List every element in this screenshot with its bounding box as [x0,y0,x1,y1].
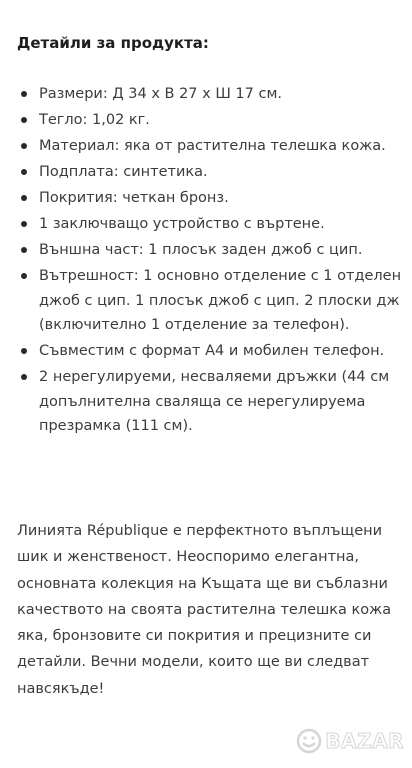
watermark [295,728,404,754]
description-line: Линията République е перфектното въплъщени [17,523,383,539]
details-heading: Детайли за продукта: [17,34,209,52]
bullet-icon [21,247,27,253]
bullet-icon [21,169,27,175]
spec-item [0,339,412,364]
bullet-icon [21,221,27,227]
spec-text-line: Материал: яка от растителна телешка кожа. [39,138,386,154]
description-line: детайли. Вечни модели, които ще ви следват [17,654,370,671]
bullet-icon [21,374,27,380]
spec-text-line: Подплата: синтетика. [39,164,208,180]
spec-text-line: Размери: Д 34 x В 27 x Ш 17 см. [39,86,283,102]
spec-text-line: Съвместим с формат А4 и мобилен телефон. [39,343,385,359]
bullet-icon [21,195,27,201]
spec-text-line: Външна част: 1 плосък заден джоб с цип. [39,242,363,258]
bullet-icon [21,117,27,123]
spec-text-line: 1 заключващо устройство с въртене. [39,216,325,232]
description-line: основната колекция на Къщата ще ви съблазни [17,575,388,592]
spec-item [0,108,412,133]
watermark-text: BAZAR [325,729,404,753]
spec-text-line: Тегло: 1,02 кг. [39,112,150,128]
bullet-icon [21,91,27,97]
spec-item [0,82,412,107]
spec-item [0,264,412,338]
bullet-icon [21,273,27,279]
spec-text-line: допълнителна сваляща се нерегулируема [39,393,366,410]
spec-text-line: (включително 1 отделение за телефон). [39,317,350,333]
spec-item [0,238,412,263]
bullet-icon [21,348,27,354]
spec-item [0,186,412,211]
product-description [17,518,391,702]
specs-list [0,82,412,440]
spec-text-line: джоб с цип. 1 плосък джоб с цип. 2 плоски дж [39,292,400,309]
description-line: навсякъде! [17,680,105,697]
description-line: качеството на своята растителна телешка кожа [17,601,392,618]
description-line: шик и женственост. Неоспоримо елегантна, [17,549,360,566]
spec-item [0,134,412,159]
description-line: яка, бронзовите си покрития и прецизните си [17,628,372,645]
spec-text-line: презрамка (111 см). [39,418,193,434]
spec-item [0,212,412,237]
bazar-logo-icon [295,728,323,754]
spec-item [0,160,412,185]
spec-item [0,365,412,439]
bullet-icon [21,143,27,149]
spec-text-line: Вътрешност: 1 основно отделение с 1 отделен [39,268,402,284]
spec-text-line: Покрития: четкан бронз. [39,190,229,206]
spec-text-line: 2 нерегулируеми, несваляеми дръжки (44 см [39,369,390,385]
